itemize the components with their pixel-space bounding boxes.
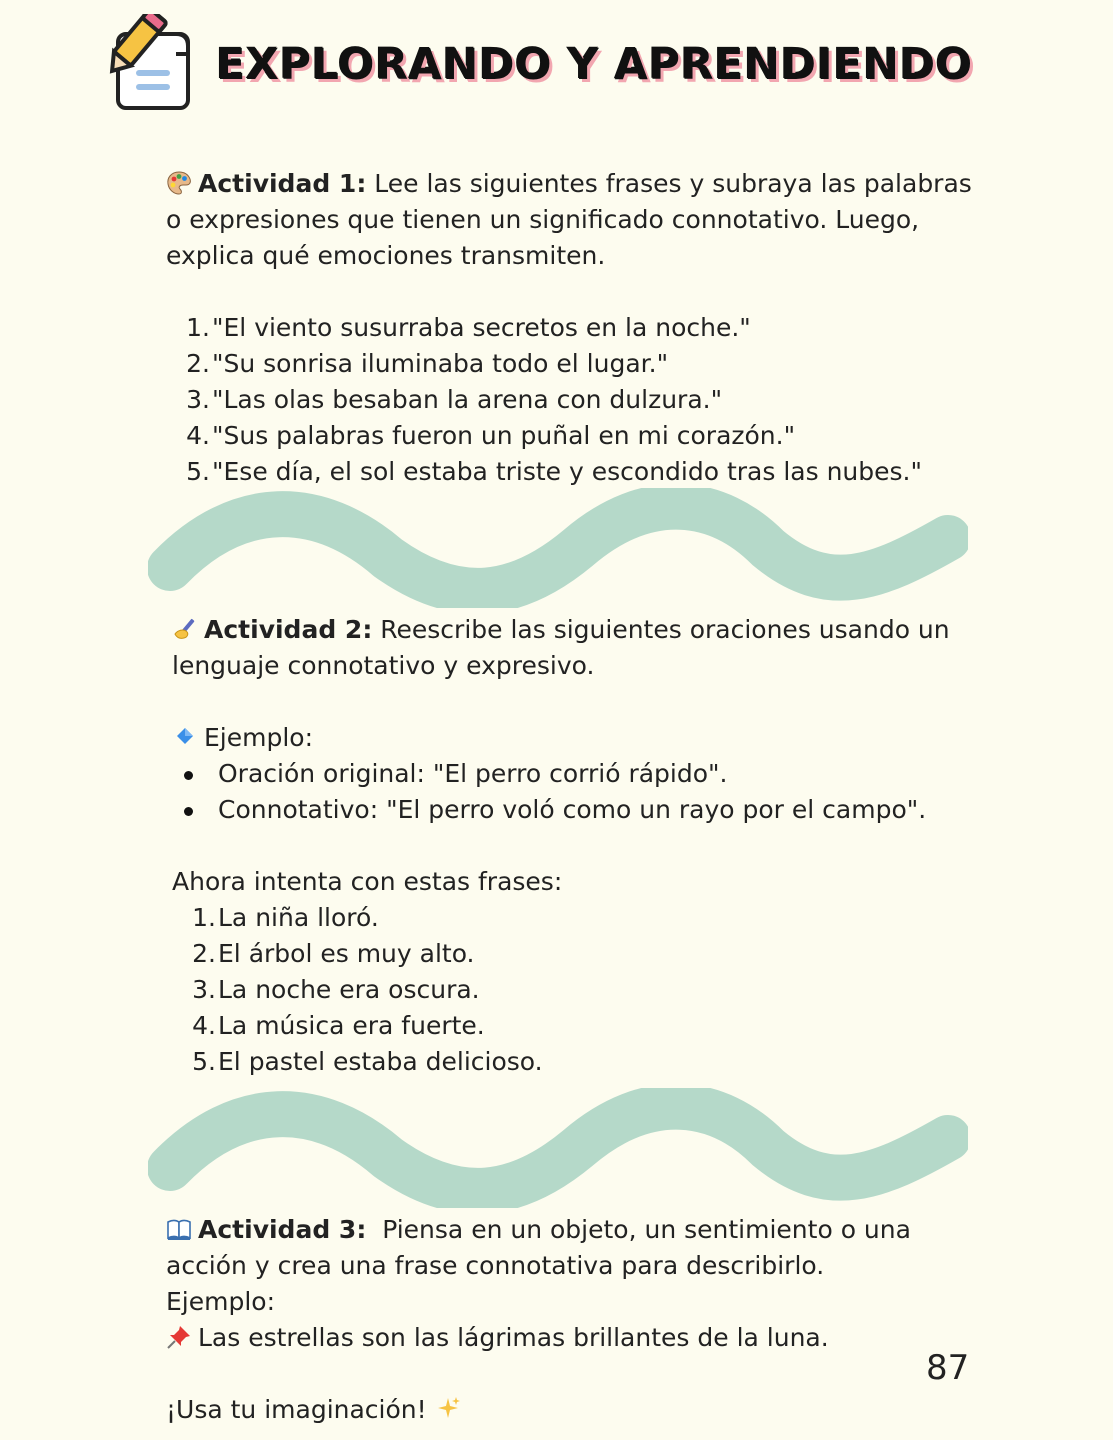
activity-2 <box>172 612 950 1080</box>
list-item: 2.El árbol es muy alto. <box>192 939 475 968</box>
activity-2-label: Actividad 2: <box>204 615 373 644</box>
palette-icon <box>166 170 192 196</box>
activity-3-example-label: Ejemplo: <box>166 1287 276 1316</box>
list-item: 3.La noche era oscura. <box>192 975 480 1004</box>
wave-divider <box>148 1088 968 1208</box>
activity-3-label: Actividad 3: <box>198 1215 367 1244</box>
list-item: 4.La música era fuerte. <box>192 1011 485 1040</box>
activity-2-prompt: Ahora intenta con estas frases: <box>172 867 563 896</box>
blue-diamond-icon <box>176 727 194 745</box>
list-item: 4."Sus palabras fueron un puñal en mi corazón." <box>186 421 796 450</box>
activity-3-line-2: acción y crea una frase connotativa para describirlo. <box>166 1251 825 1280</box>
pushpin-icon <box>166 1324 192 1350</box>
list-item: 1.La niña lloró. <box>192 903 379 932</box>
activity-1-list <box>166 310 972 490</box>
list-item: Oración original: "El perro corrió rápido". <box>172 756 950 792</box>
page-title: EXPLORANDO Y APRENDIENDO <box>216 40 973 90</box>
activity-1-line-2: o expresiones que tienen un significado connotativo. Luego, <box>166 205 920 234</box>
activity-2-line-2: lenguaje connotativo y expresivo. <box>172 651 595 680</box>
activity-1-text-1: Lee las siguientes frases y subraya las palabras <box>366 169 972 198</box>
activity-3 <box>166 1212 911 1428</box>
sparkles-icon <box>435 1396 461 1422</box>
activity-3-example: Las estrellas son las lágrimas brillantes de la luna. <box>166 1320 911 1356</box>
activity-1-label: Actividad 1: <box>198 169 367 198</box>
activity-2-list <box>172 900 950 1080</box>
activity-1-line-1 <box>166 166 972 202</box>
list-item: 5."Ese día, el sol estaba triste y escondido tras las nubes." <box>186 457 922 486</box>
list-item: 5.El pastel estaba delicioso. <box>192 1047 543 1076</box>
activity-3-text-1: Piensa en un objeto, un sentimiento o una <box>366 1215 911 1244</box>
activity-1-line-3: explica qué emociones transmiten. <box>166 241 606 270</box>
activity-3-line-1 <box>166 1212 911 1248</box>
list-item: 1."El viento susurraba secretos en la noche." <box>186 313 751 342</box>
activity-2-example-heading: Ejemplo: <box>172 720 950 756</box>
page-number: 87 <box>926 1348 970 1388</box>
wave-divider <box>148 488 968 608</box>
writing-hand-icon <box>172 616 198 642</box>
list-item: Connotativo: "El perro voló como un rayo por el campo". <box>172 792 950 828</box>
open-book-icon <box>166 1216 192 1242</box>
activity-2-line-1 <box>172 612 950 648</box>
pencil-scroll-icon <box>96 14 200 114</box>
activity-2-example-list <box>172 756 950 828</box>
page-header <box>96 14 1016 114</box>
activity-3-closing: ¡Usa tu imaginación! <box>166 1392 911 1428</box>
activity-2-text-1: Reescribe las siguientes oraciones usando un <box>372 615 950 644</box>
list-item: 3."Las olas besaban la arena con dulzura." <box>186 385 723 414</box>
list-item: 2."Su sonrisa iluminaba todo el lugar." <box>186 349 669 378</box>
activity-1 <box>166 166 972 490</box>
